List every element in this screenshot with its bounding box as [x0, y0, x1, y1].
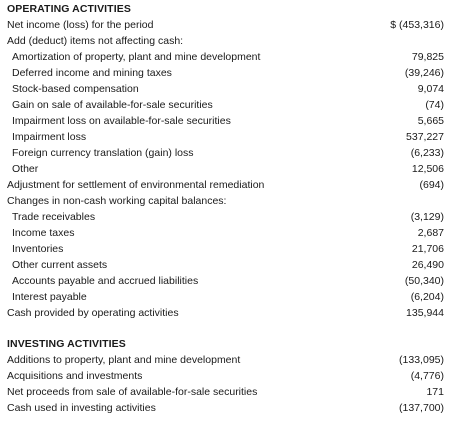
table-row-impairment-securities — [0, 113, 450, 129]
row-label: Trade receivables — [12, 211, 96, 223]
row-value: 135,944 — [406, 307, 444, 319]
row-label: Foreign currency translation (gain) loss — [12, 147, 194, 159]
row-value: (6,204) — [410, 291, 444, 303]
table-row-capex-additions — [0, 352, 450, 368]
row-value: (3,129) — [410, 211, 444, 223]
table-row-add-deduct-header — [0, 33, 450, 49]
row-label: Additions to property, plant and mine development — [7, 354, 241, 366]
table-row-fx-translation — [0, 145, 450, 161]
row-label: Impairment loss — [12, 131, 87, 143]
row-label: Other current assets — [12, 259, 108, 271]
row-label: Impairment loss on available-for-sale securities — [12, 115, 231, 127]
row-value: (694) — [419, 179, 444, 191]
row-value: (133,095) — [399, 354, 444, 366]
row-value: (50,340) — [404, 275, 444, 287]
row-value: 2,687 — [417, 227, 444, 239]
row-label: Adjustment for settlement of environmental remediation — [7, 179, 265, 191]
table-row-cash-used-investing — [0, 400, 450, 416]
table-row-stock-compensation — [0, 81, 450, 97]
table-row-gain-on-sale — [0, 97, 450, 113]
table-row-amortization — [0, 49, 450, 65]
table-row-interest-payable — [0, 289, 450, 305]
table-row-working-capital-header — [0, 193, 450, 209]
table-row-inventories — [0, 241, 450, 257]
row-label: Add (deduct) items not affecting cash: — [7, 35, 184, 47]
row-label: Interest payable — [12, 291, 87, 303]
row-value: 21,706 — [411, 243, 444, 255]
investing-activities-section — [0, 336, 450, 416]
table-row-net-income — [0, 17, 450, 33]
row-value: 12,506 — [411, 163, 444, 175]
table-row-other — [0, 161, 450, 177]
row-label: Income taxes — [12, 227, 75, 239]
table-row-securities-proceeds — [0, 384, 450, 400]
row-label: Gain on sale of available-for-sale securities — [12, 99, 213, 111]
table-row-accounts-payable — [0, 273, 450, 289]
row-label: Acquisitions and investments — [7, 370, 143, 382]
table-row-trade-receivables — [0, 209, 450, 225]
row-label: Amortization of property, plant and mine development — [12, 51, 261, 63]
row-label: Net income (loss) for the period — [7, 19, 154, 31]
table-row-other-current-assets — [0, 257, 450, 273]
row-label: Stock-based compensation — [12, 83, 139, 95]
row-label: Cash provided by operating activities — [7, 307, 179, 319]
row-label: Other — [12, 163, 39, 175]
row-label: Deferred income and mining taxes — [12, 67, 172, 79]
operating-activities-section — [0, 1, 450, 321]
row-value: (39,246) — [404, 67, 444, 79]
table-row-impairment-loss — [0, 129, 450, 145]
row-label: Accounts payable and accrued liabilities — [12, 275, 199, 287]
row-label: Net proceeds from sale of available-for-sale securities — [7, 386, 258, 398]
table-row-cash-from-operations — [0, 305, 450, 321]
row-value: (74) — [425, 99, 444, 111]
row-label: Inventories — [12, 243, 64, 255]
row-label: Changes in non-cash working capital balances: — [7, 195, 227, 207]
row-value: (6,233) — [410, 147, 444, 159]
row-label: Cash used in investing activities — [7, 402, 156, 414]
row-value: 537,227 — [406, 131, 444, 143]
row-value: 26,490 — [411, 259, 444, 271]
table-row-income-taxes — [0, 225, 450, 241]
table-row-environmental-adjustment — [0, 177, 450, 193]
row-value: 9,074 — [417, 83, 444, 95]
operating-activities-heading: OPERATING ACTIVITIES — [7, 3, 131, 15]
table-row-acquisitions — [0, 368, 450, 384]
row-value: (137,700) — [399, 402, 444, 414]
row-value: 171 — [426, 386, 444, 398]
row-value: (4,776) — [410, 370, 444, 382]
row-value: 79,825 — [411, 51, 444, 63]
table-row-deferred-taxes — [0, 65, 450, 81]
row-value: 5,665 — [417, 115, 444, 127]
investing-activities-heading: INVESTING ACTIVITIES — [7, 338, 126, 350]
row-value: $ (453,316) — [390, 19, 444, 31]
